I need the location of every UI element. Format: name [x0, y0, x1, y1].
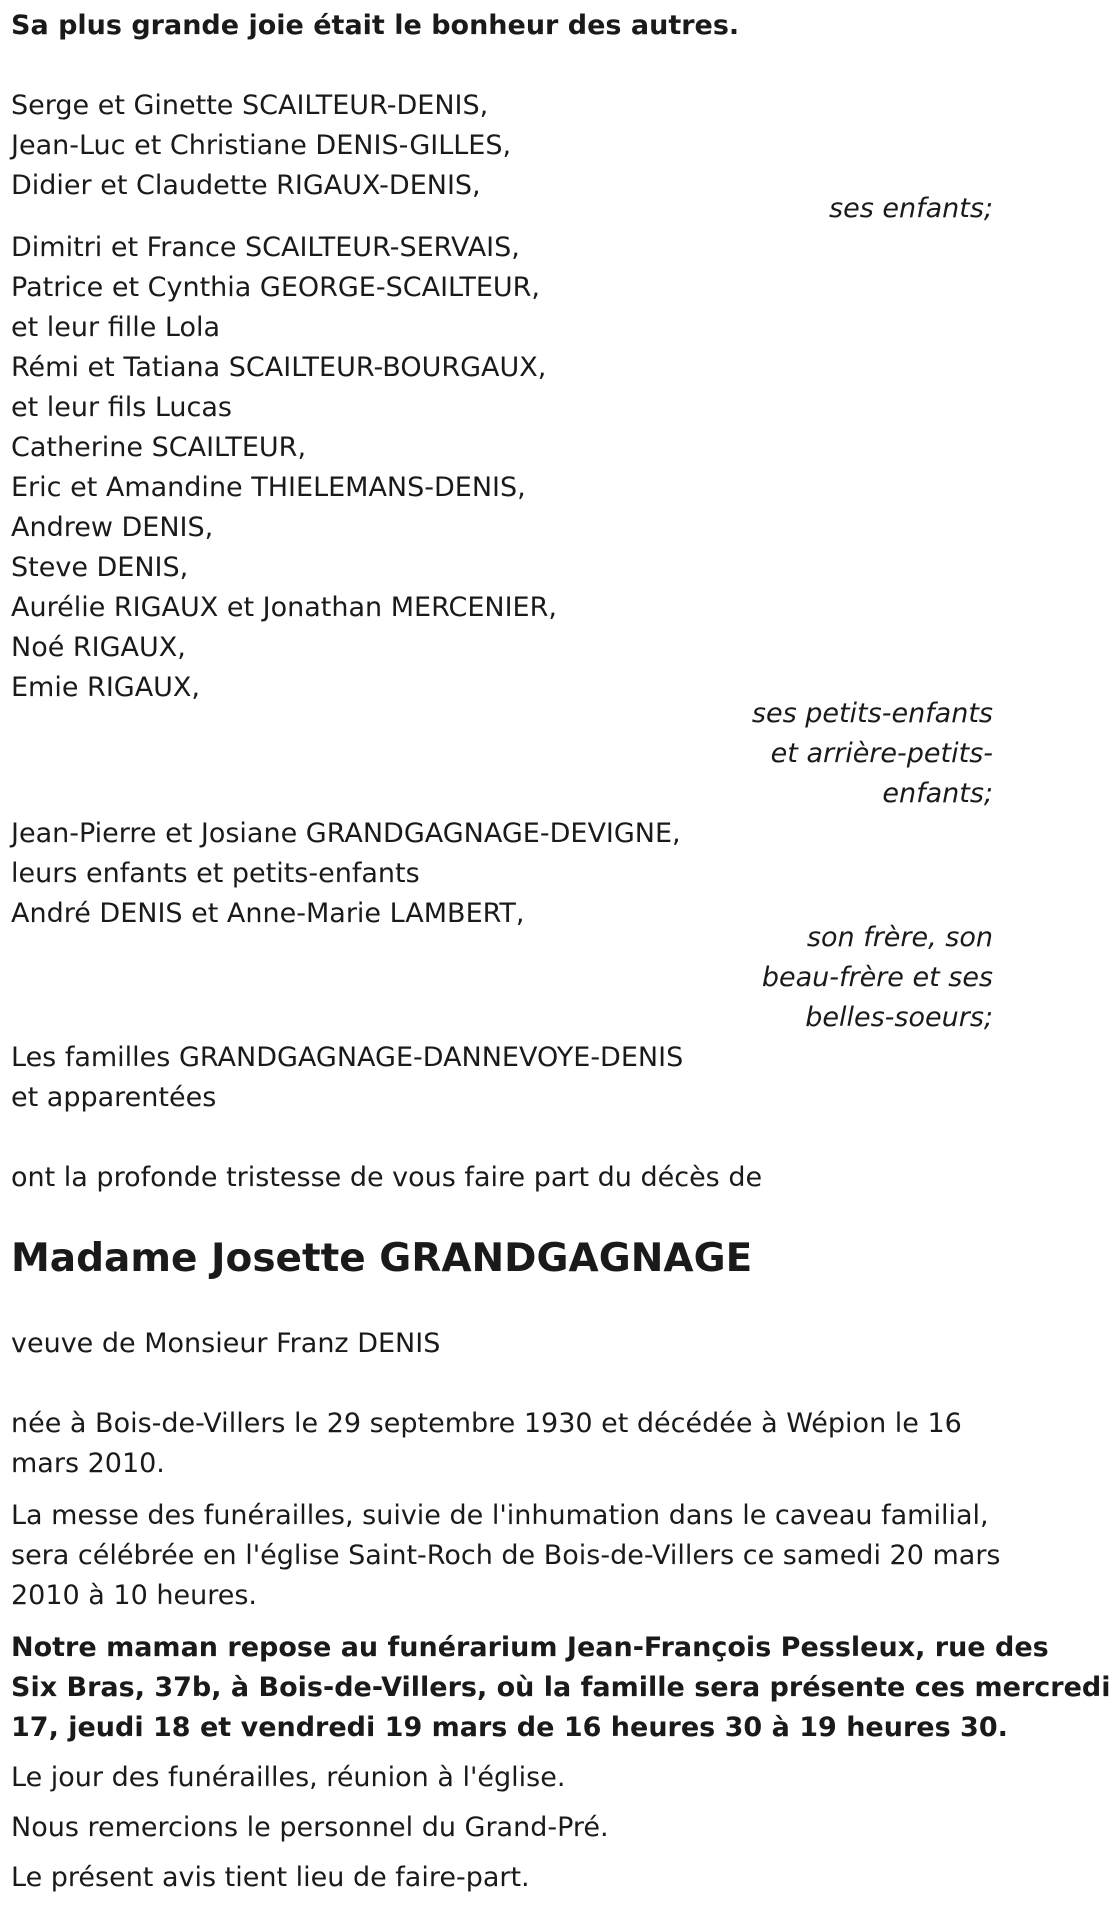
families-line: et apparentées: [11, 1082, 217, 1113]
grandchildren-role: enfants;: [882, 778, 993, 809]
visitation-line: 17, jeudi 18 et vendredi 19 mars de 16 heures 30 à 19 heures 30.: [11, 1712, 1008, 1743]
siblings-line: leurs enfants et petits-enfants: [11, 858, 420, 889]
funeral-line: La messe des funérailles, suivie de l'inhumation dans le caveau familial,: [11, 1500, 989, 1531]
gathering: Le jour des funérailles, réunion à l'église.: [11, 1762, 566, 1793]
grandchildren-line: Patrice et Cynthia GEORGE-SCAILTEUR,: [11, 272, 541, 303]
siblings-role: belles-soeurs;: [805, 1002, 993, 1033]
children-line: Didier et Claudette RIGAUX-DENIS,: [11, 170, 481, 201]
grandchildren-role: et arrière-petits-: [770, 738, 993, 769]
grandchildren-line: et leur fils Lucas: [11, 392, 232, 423]
siblings-line: Jean-Pierre et Josiane GRANDGAGNAGE-DEVIGNE,: [11, 818, 681, 849]
visitation-line: Notre maman repose au funérarium Jean-François Pessleux, rue des: [11, 1632, 1049, 1663]
children-role: ses enfants;: [829, 193, 993, 224]
birth-death-line: née à Bois-de-Villers le 29 septembre 1930 et décédée à Wépion le 16: [11, 1408, 962, 1439]
funeral-line: 2010 à 10 heures.: [11, 1580, 257, 1611]
grandchildren-line: Steve DENIS,: [11, 552, 189, 583]
grandchildren-line: Dimitri et France SCAILTEUR-SERVAIS,: [11, 232, 520, 263]
grandchildren-line: Eric et Amandine THIELEMANS-DENIS,: [11, 472, 526, 503]
birth-death-line: mars 2010.: [11, 1448, 165, 1479]
visitation-line: Six Bras, 37b, à Bois-de-Villers, où la famille sera présente ces mercredi: [11, 1672, 1111, 1703]
notice: Le présent avis tient lieu de faire-part.: [11, 1862, 530, 1893]
grandchildren-line: Aurélie RIGAUX et Jonathan MERCENIER,: [11, 592, 557, 623]
funeral-line: sera célébrée en l'église Saint-Roch de Bois-de-Villers ce samedi 20 mars: [11, 1540, 1001, 1571]
families-line: Les familles GRANDGAGNAGE-DANNEVOYE-DENIS: [11, 1042, 684, 1073]
announcement: ont la profonde tristesse de vous faire part du décès de: [11, 1162, 763, 1193]
deceased-name: Madame Josette GRANDGAGNAGE: [11, 1236, 753, 1281]
children-line: Serge et Ginette SCAILTEUR-DENIS,: [11, 90, 489, 121]
thanks: Nous remercions le personnel du Grand-Pré.: [11, 1812, 609, 1843]
grandchildren-line: et leur fille Lola: [11, 312, 221, 343]
widow-of: veuve de Monsieur Franz DENIS: [11, 1328, 441, 1359]
siblings-line: André DENIS et Anne-Marie LAMBERT,: [11, 898, 525, 929]
grandchildren-role: ses petits-enfants: [751, 698, 993, 729]
grandchildren-line: Emie RIGAUX,: [11, 672, 201, 703]
children-line: Jean-Luc et Christiane DENIS-GILLES,: [11, 130, 512, 161]
grandchildren-line: Rémi et Tatiana SCAILTEUR-BOURGAUX,: [11, 352, 547, 383]
grandchildren-line: Andrew DENIS,: [11, 512, 214, 543]
siblings-role: son frère, son: [806, 922, 993, 953]
grandchildren-line: Noé RIGAUX,: [11, 632, 186, 663]
grandchildren-line: Catherine SCAILTEUR,: [11, 432, 307, 463]
motto: Sa plus grande joie était le bonheur des autres.: [11, 10, 740, 41]
siblings-role: beau-frère et ses: [761, 962, 993, 993]
